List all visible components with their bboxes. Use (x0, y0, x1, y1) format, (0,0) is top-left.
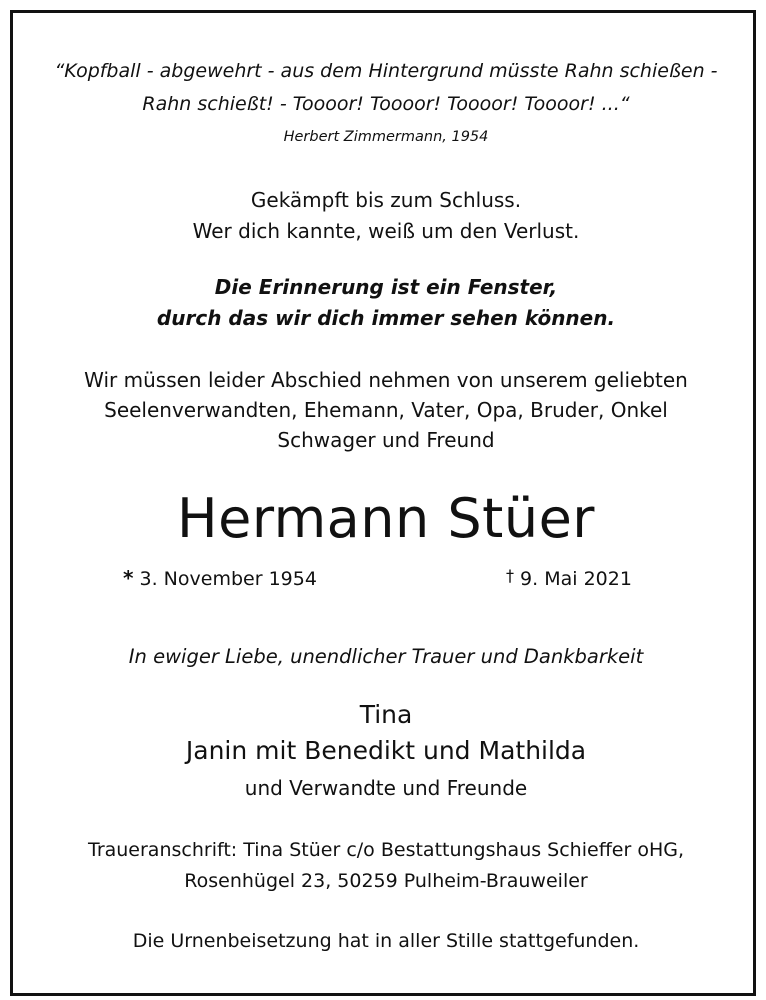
quote-author: Herbert Zimmermann, 1954 (283, 129, 489, 145)
quote-line-1: “Kopfball - abgewehrt - aus dem Hintergrund müsste Rahn schießen - (54, 60, 718, 82)
intro-line-1: Wir müssen leider Abschied nehmen von unserem geliebten (84, 368, 688, 392)
football-quote (13, 55, 759, 121)
mourner-tina: Tina (359, 700, 413, 729)
address-line-1: Traueranschrift: Tina Stüer c/o Bestattungshaus Schieffer oHG, (88, 839, 684, 861)
mourner-janin: Janin mit Benedikt und Mathilda (185, 736, 587, 765)
birth-symbol: * (123, 566, 134, 590)
dedication: In ewiger Liebe, unendlicher Trauer und Dankbarkeit (128, 645, 644, 668)
death-date-text: 9. Mai 2021 (520, 568, 632, 590)
farewell-intro (13, 365, 759, 455)
mourning-address (13, 835, 759, 897)
quote-line-2: Rahn schießt! - Toooor! Toooor! Toooor! Toooor! ...“ (142, 93, 630, 115)
verse (13, 185, 759, 247)
birth-date (123, 566, 317, 590)
birth-date-text: 3. November 1954 (139, 568, 317, 590)
burial-note: Die Urnenbeisetzung hat in aller Stille stattgefunden. (132, 930, 640, 952)
obituary-frame (10, 10, 756, 996)
cross-icon: † (506, 566, 514, 585)
motto (13, 272, 759, 334)
death-date (506, 566, 632, 590)
motto-line-2: durch das wir dich immer sehen können. (156, 306, 616, 330)
mourners (13, 697, 759, 769)
intro-line-3: Schwager und Freund (277, 428, 495, 452)
address-line-2: Rosenhügel 23, 50259 Pulheim-Brauweiler (184, 870, 588, 892)
verse-line-2: Wer dich kannte, weiß um den Verlust. (192, 219, 580, 243)
deceased-name: Hermann Stüer (177, 487, 595, 550)
motto-line-1: Die Erinnerung ist ein Fenster, (214, 275, 558, 299)
verse-line-1: Gekämpft bis zum Schluss. (250, 188, 522, 212)
mourners-relatives: und Verwandte und Freunde (244, 776, 528, 800)
intro-line-2: Seelenverwandten, Ehemann, Vater, Opa, Bruder, Onkel (104, 398, 668, 422)
